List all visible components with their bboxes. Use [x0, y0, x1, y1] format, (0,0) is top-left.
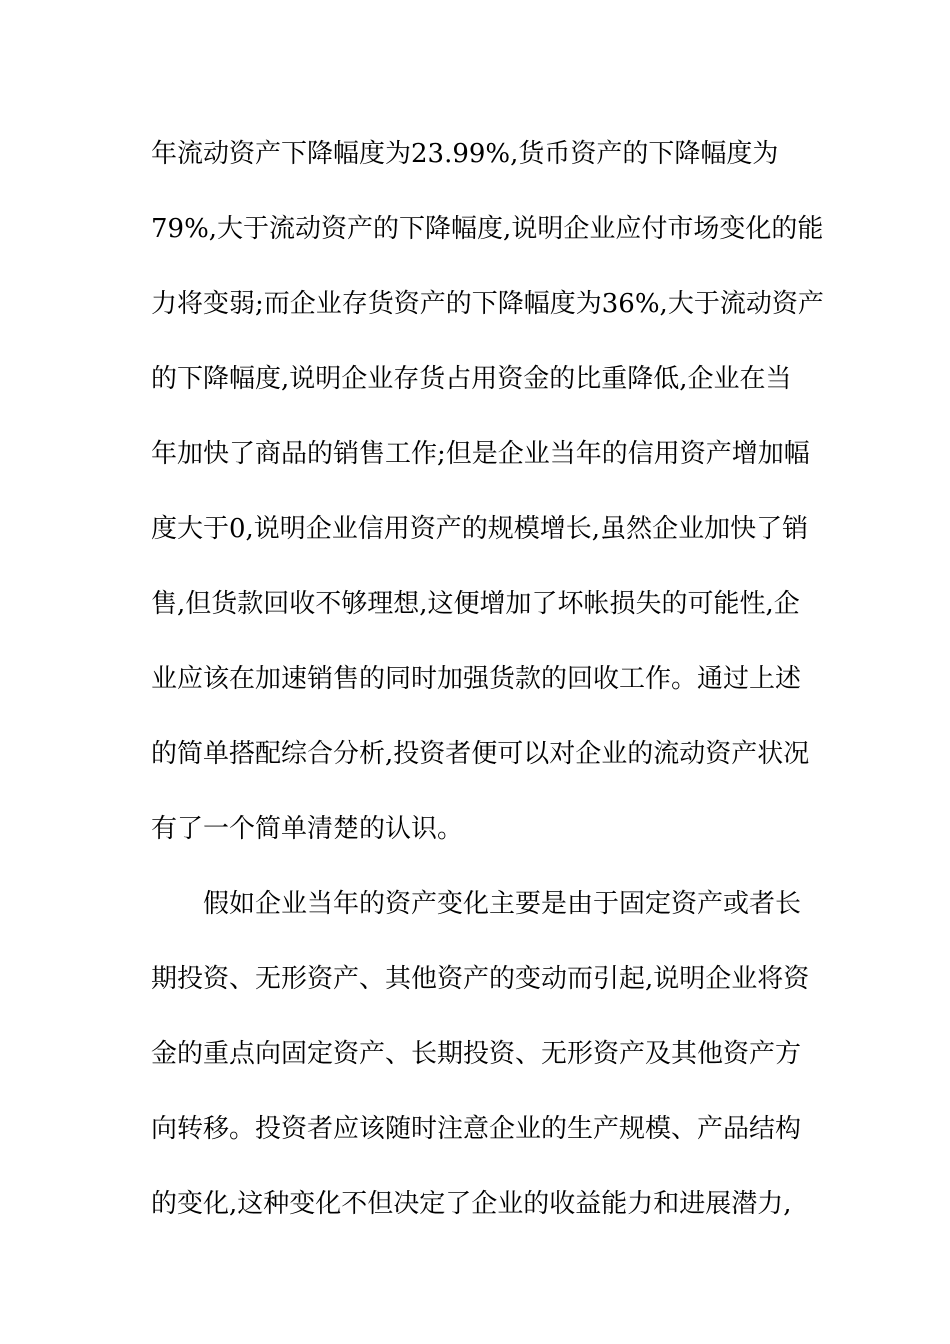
- text-line: 的简单搭配综合分析,投资者便可以对企业的流动资产状况: [151, 739, 810, 769]
- text-line: 售,但货款回收不够理想,这便增加了坏帐损失的可能性,企: [151, 589, 800, 619]
- text-line: 年加快了商品的销售工作;但是企业当年的信用资产增加幅: [151, 439, 810, 469]
- text-line: 度大于0,说明企业信用资产的规模增长,虽然企业加快了销: [151, 514, 809, 544]
- paragraph-start-line: 假如企业当年的资产变化主要是由于固定资产或者长: [203, 889, 802, 919]
- text-line: 有了一个简单清楚的认识。: [151, 814, 464, 844]
- text-line: 力将变弱;而企业存货资产的下降幅度为36%,大于流动资产: [151, 289, 824, 319]
- text-line: 业应该在加速销售的同时加强货款的回收工作。通过上述: [151, 664, 802, 694]
- text-line: 向转移。投资者应该随时注意企业的生产规模、产品结构: [151, 1114, 802, 1144]
- text-line: 的变化,这种变化不但决定了企业的收益能力和进展潜力,: [151, 1189, 792, 1219]
- text-line: 的下降幅度,说明企业存货占用资金的比重降低,企业在当: [151, 364, 792, 394]
- text-line: 金的重点向固定资产、长期投资、无形资产及其他资产方: [151, 1039, 802, 1069]
- text-line: 79%,大于流动资产的下降幅度,说明企业应付市场变化的能: [151, 214, 824, 244]
- text-line: 期投资、无形资产、其他资产的变动而引起,说明企业将资: [151, 964, 810, 994]
- text-line: 年流动资产下降幅度为23.99%,货币资产的下降幅度为: [151, 139, 779, 169]
